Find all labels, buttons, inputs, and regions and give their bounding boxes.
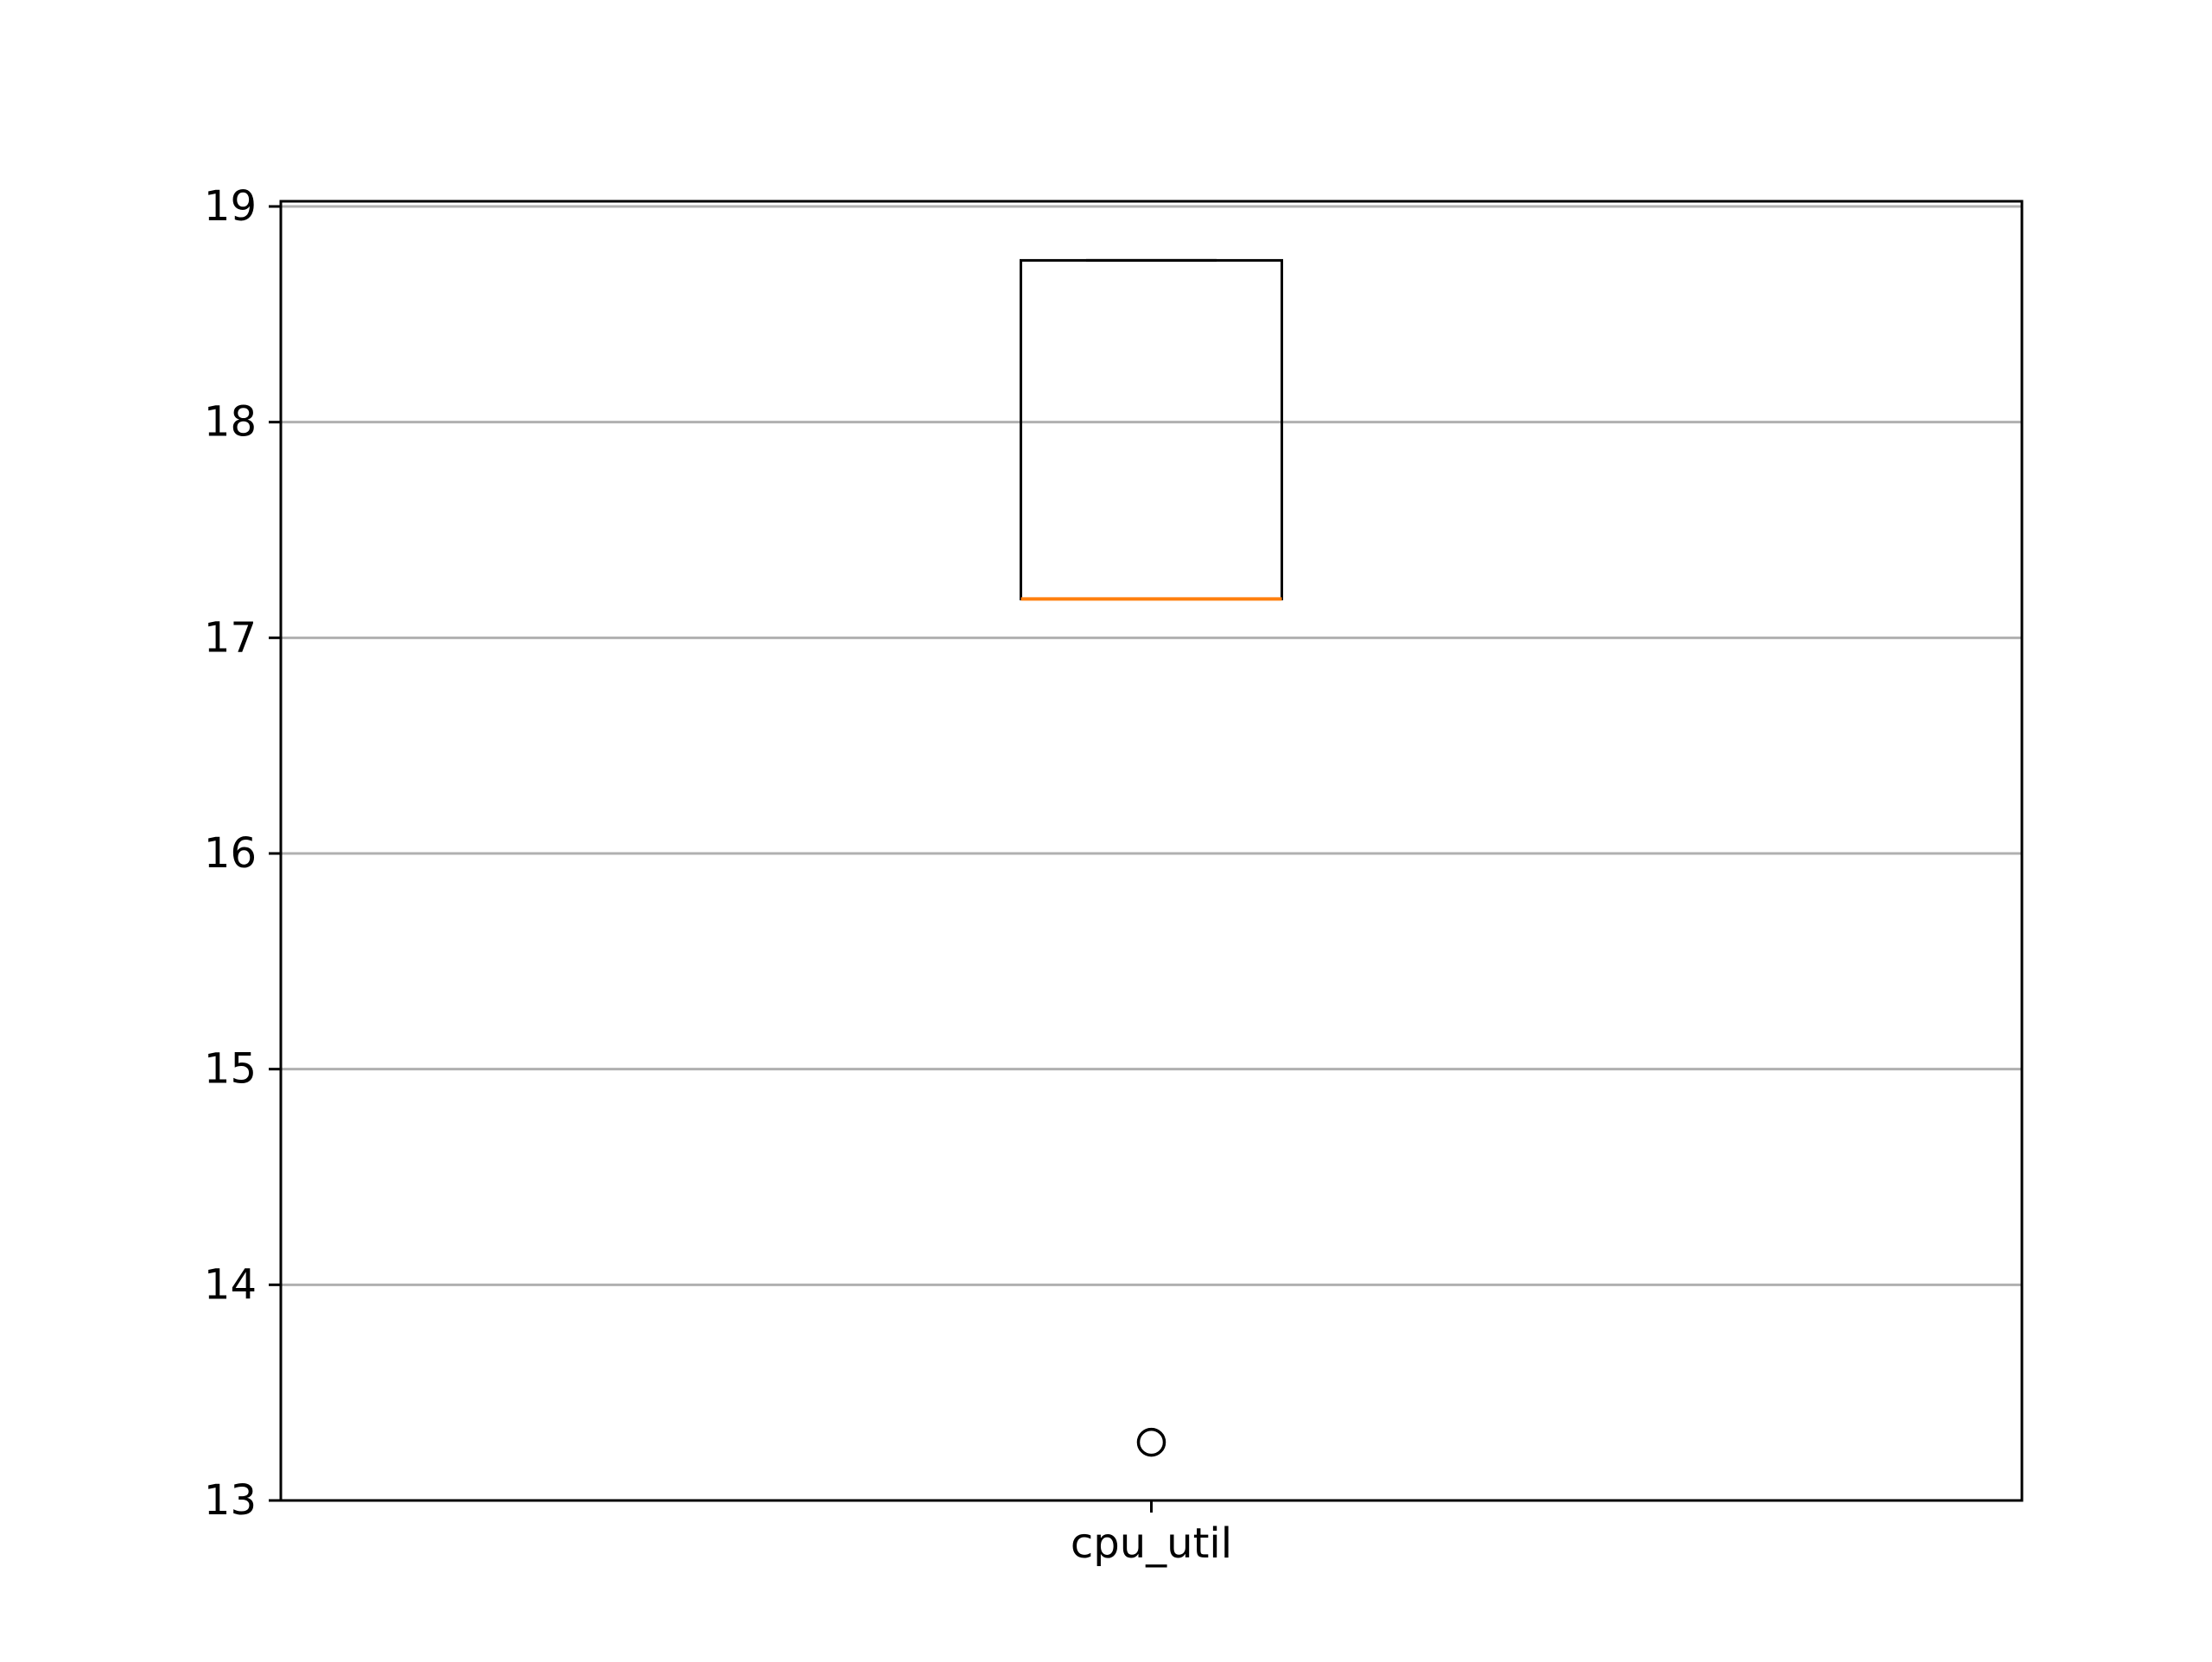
y-tick-label: 16: [203, 829, 257, 878]
y-tick-label: 14: [203, 1260, 257, 1310]
y-tick-label: 13: [203, 1476, 257, 1525]
x-tick-label: cpu_util: [1070, 1519, 1233, 1568]
y-tick-label: 18: [203, 397, 257, 447]
y-tick-label: 15: [203, 1044, 257, 1094]
y-tick-label: 19: [203, 182, 257, 231]
y-tick-label: 17: [203, 613, 257, 663]
